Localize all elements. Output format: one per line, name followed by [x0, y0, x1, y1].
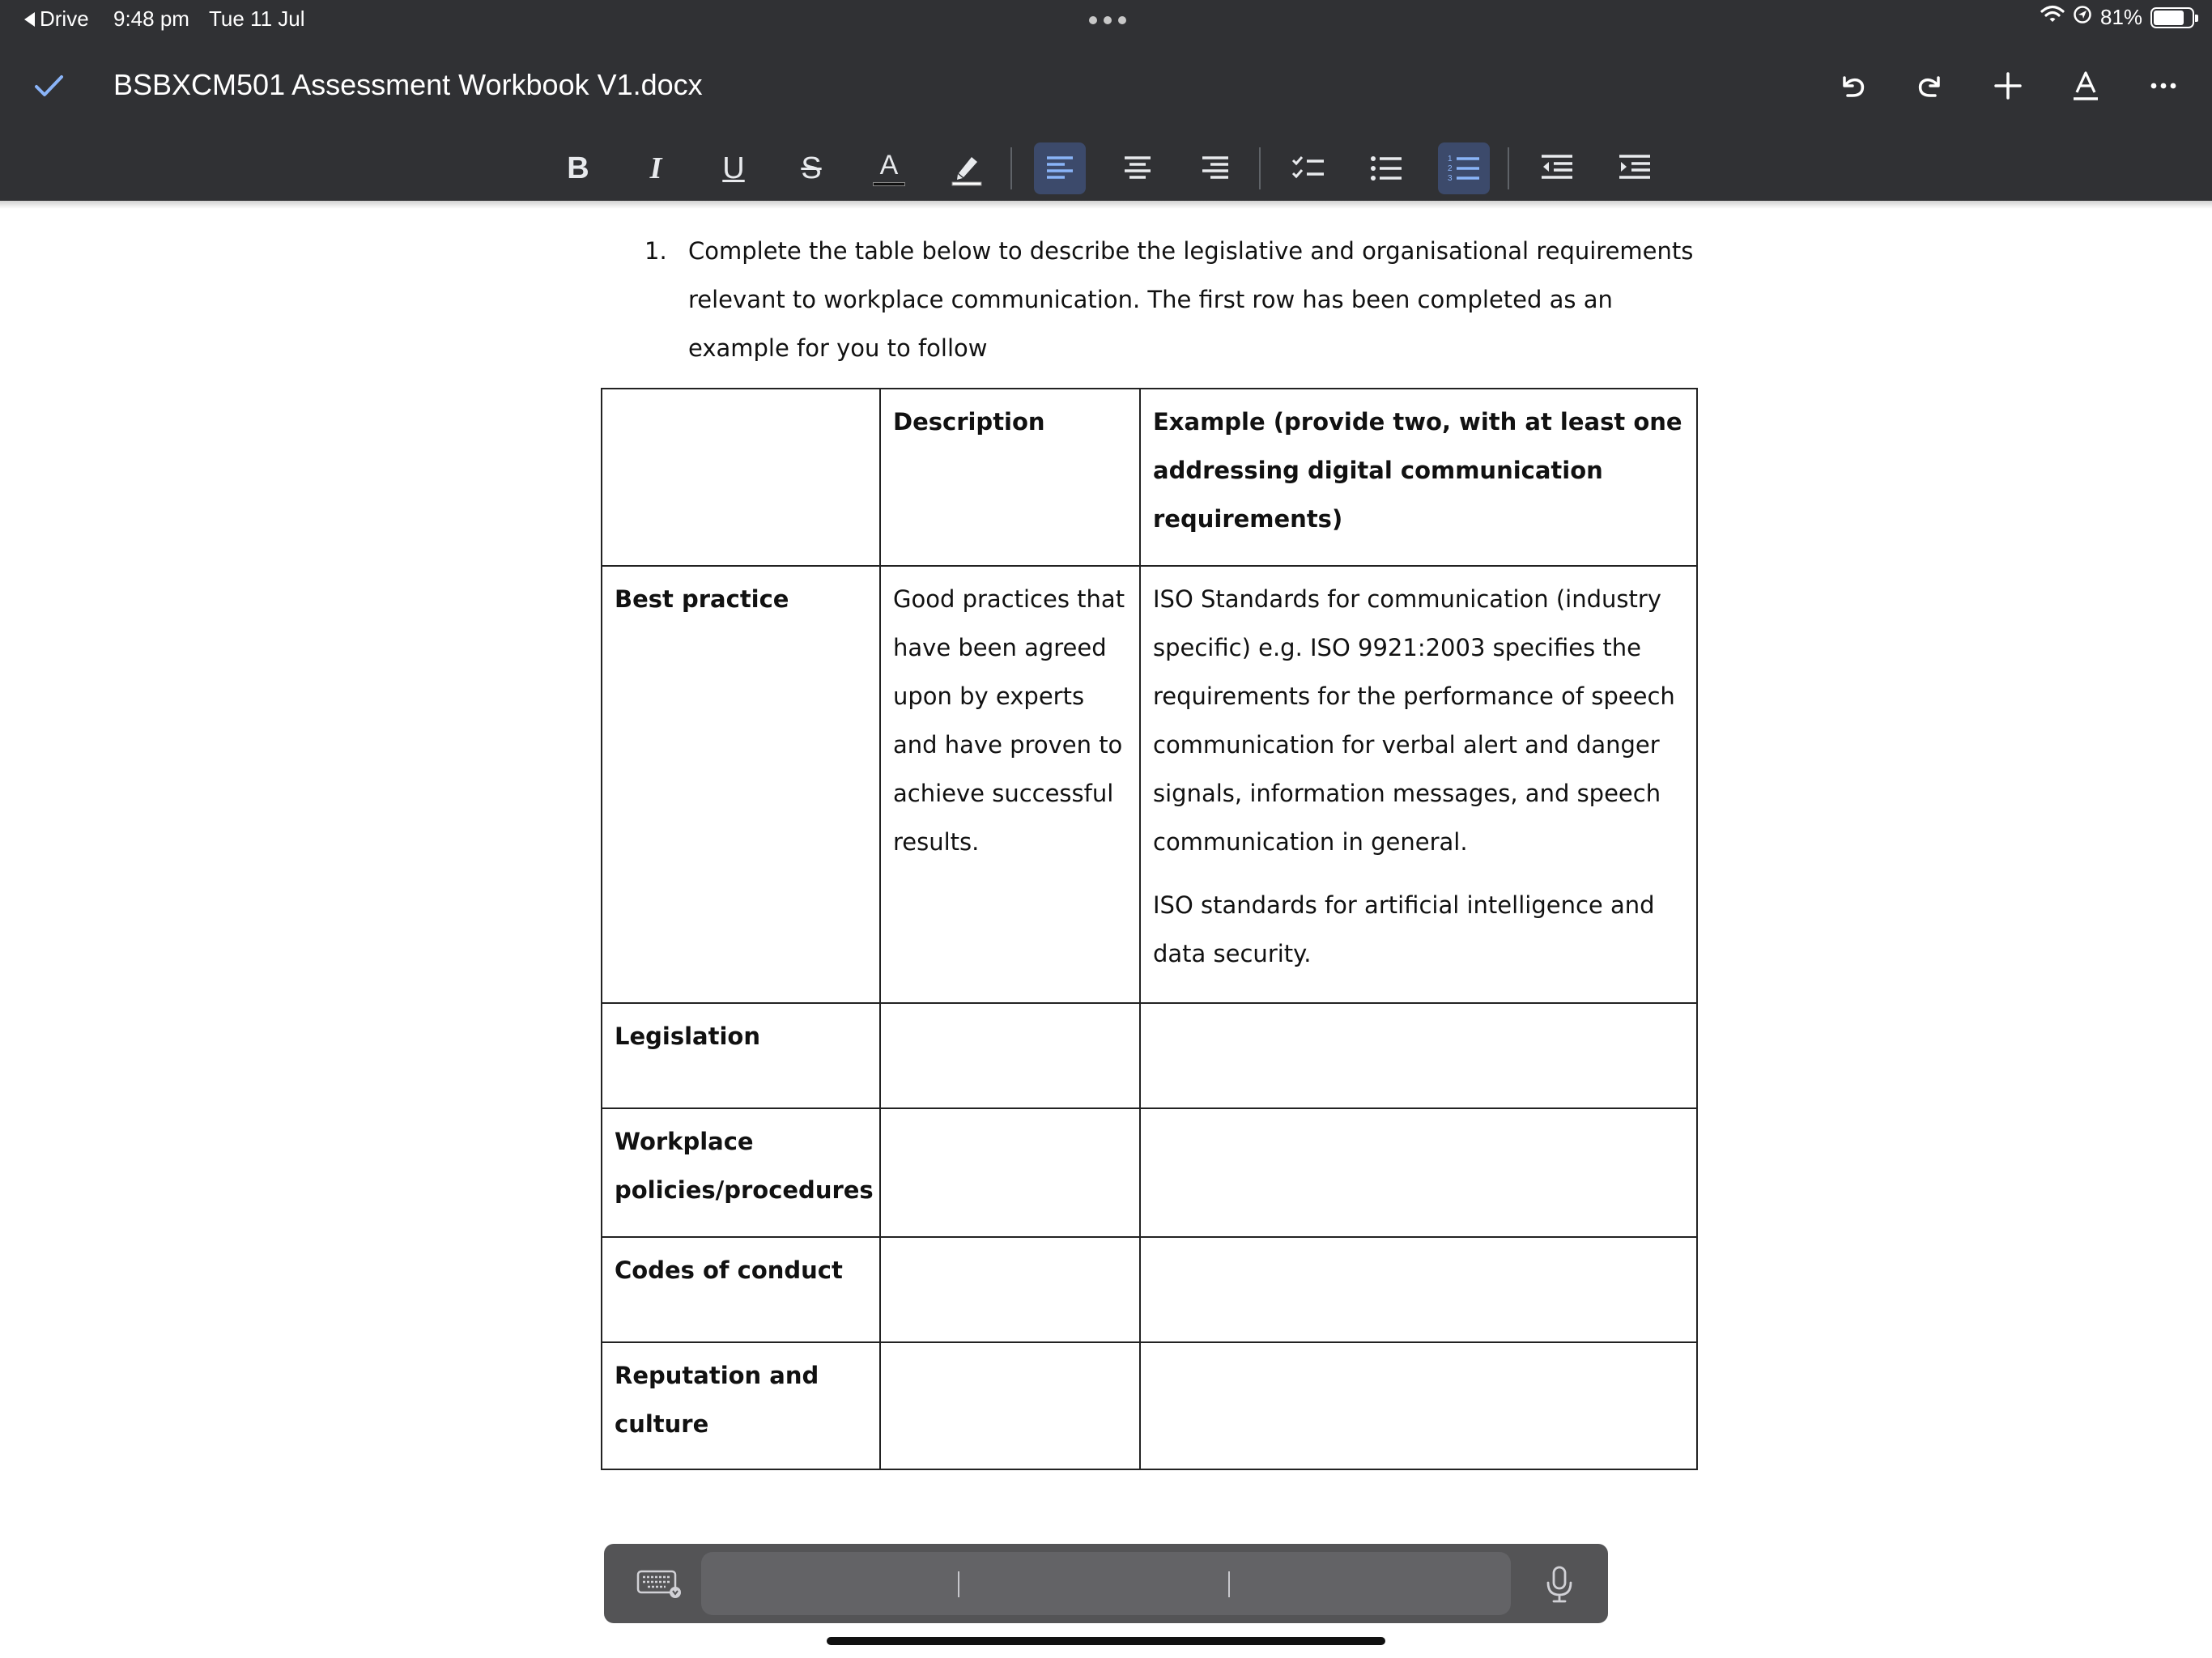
redo-icon[interactable] — [1908, 63, 1953, 108]
increase-indent-button[interactable] — [1609, 142, 1661, 194]
example-cell[interactable] — [1140, 1342, 1697, 1469]
increase-indent-icon — [1617, 152, 1653, 185]
requirements-table — [601, 388, 1698, 1470]
text-format-icon[interactable] — [2063, 63, 2108, 108]
back-triangle-icon — [24, 12, 35, 27]
back-to-app-link[interactable] — [24, 6, 89, 32]
row-label-cell[interactable]: Workplace policies/procedures — [602, 1108, 880, 1237]
underline-label: U — [722, 151, 745, 185]
align-center-icon — [1121, 152, 1154, 185]
highlight-color-button[interactable] — [941, 142, 993, 194]
example-paragraph: ISO Standards for communication (industry specific) e.g. ISO 9921:2003 specifies the requirements for the performance of speech communication for verbal alert and danger signals, information messages, and speech communication in general. — [1153, 585, 1675, 856]
table-row — [602, 566, 1697, 1003]
description-cell[interactable] — [880, 1237, 1140, 1342]
text-color-button[interactable] — [863, 142, 915, 194]
field-divider — [958, 1571, 959, 1597]
question-number: 1. — [644, 237, 667, 265]
decrease-indent-button[interactable] — [1531, 142, 1583, 194]
numbered-list-icon — [1446, 152, 1482, 185]
align-right-button[interactable] — [1189, 142, 1241, 194]
bulleted-list-icon — [1368, 152, 1404, 185]
example-cell[interactable] — [1140, 1108, 1697, 1237]
checklist-icon — [1291, 152, 1326, 185]
underline-button[interactable] — [708, 142, 759, 194]
bold-label: B — [567, 151, 589, 185]
header-shadow — [0, 201, 2212, 209]
home-indicator[interactable] — [827, 1637, 1385, 1645]
description-cell[interactable] — [880, 1342, 1140, 1469]
row-label-cell[interactable]: Legislation — [602, 1003, 880, 1108]
microphone-icon[interactable] — [1543, 1565, 1576, 1604]
back-app-label: Drive — [40, 6, 89, 31]
header-line: requirements) — [1153, 505, 1343, 533]
example-paragraph: ISO standards for artificial intelligence and data security. — [1153, 891, 1655, 967]
location-icon — [2073, 5, 2092, 30]
row-label-cell[interactable]: Best practice — [602, 566, 880, 1003]
keyboard-icon[interactable] — [636, 1570, 682, 1599]
example-cell[interactable] — [1140, 1237, 1697, 1342]
table-header-cell[interactable] — [1140, 389, 1697, 566]
table-header-cell[interactable]: Description — [880, 389, 1140, 566]
highlighter-icon — [947, 149, 986, 188]
question-line: relevant to workplace communication. The first row has been completed as an — [688, 286, 1613, 313]
field-divider — [1228, 1571, 1230, 1597]
battery-percent: 81% — [2100, 5, 2143, 29]
toolbar-divider — [1259, 147, 1261, 189]
header-actions — [1830, 63, 2186, 108]
table-header-cell[interactable] — [602, 389, 880, 566]
italic-label: I — [649, 151, 662, 185]
header-line: Example (provide two, with at least one — [1153, 408, 1682, 436]
example-cell[interactable] — [1140, 1003, 1697, 1108]
example-cell[interactable] — [1140, 566, 1697, 1003]
toolbar-divider — [1508, 147, 1509, 189]
battery-icon — [2150, 7, 2194, 28]
row-label-cell[interactable]: Reputation and culture — [602, 1342, 880, 1469]
text-color-swatch — [873, 182, 905, 186]
table-row — [602, 1237, 1697, 1342]
strikethrough-button[interactable] — [785, 142, 837, 194]
italic-button[interactable] — [630, 142, 682, 194]
svg-text:2: 2 — [1448, 164, 1453, 173]
question-line: example for you to follow — [688, 334, 988, 362]
shortcut-field[interactable] — [701, 1552, 1511, 1615]
wifi-icon — [2040, 5, 2065, 30]
align-center-button[interactable] — [1112, 142, 1163, 194]
table-header-row — [602, 389, 1697, 566]
bulleted-list-button[interactable] — [1360, 142, 1412, 194]
description-cell[interactable] — [880, 1108, 1140, 1237]
app-header — [0, 0, 2212, 201]
row-label-cell[interactable]: Codes of conduct — [602, 1237, 880, 1342]
checklist-button[interactable] — [1283, 142, 1334, 194]
description-cell[interactable] — [880, 1003, 1140, 1108]
done-check-icon[interactable] — [32, 70, 65, 102]
description-cell[interactable]: Good practices that have been agreed upon by experts and have proven to achieve successful results. — [880, 566, 1140, 1003]
document-title[interactable]: BSBXCM501 Assessment Workbook V1.docx — [113, 68, 703, 101]
keyboard-shortcut-bar — [604, 1544, 1608, 1623]
table-row — [602, 1003, 1697, 1108]
strikethrough-label: S — [801, 151, 822, 185]
toolbar-divider — [1010, 147, 1012, 189]
formatting-toolbar — [0, 142, 2212, 194]
numbered-list-button[interactable] — [1438, 142, 1490, 194]
question-text[interactable] — [688, 227, 1694, 372]
text-color-label: A — [879, 149, 899, 181]
align-left-button[interactable] — [1034, 142, 1086, 194]
status-indicators — [2040, 5, 2194, 30]
status-time: 9:48 pm — [113, 6, 189, 31]
align-right-icon — [1199, 152, 1231, 185]
multitasking-dots-icon[interactable] — [1089, 16, 1126, 24]
status-date: Tue 11 Jul — [209, 6, 305, 31]
status-bar — [0, 0, 2212, 39]
more-icon[interactable] — [2141, 63, 2186, 108]
question-line: Complete the table below to describe the legislative and organisational requirements — [688, 237, 1694, 265]
table-row — [602, 1108, 1697, 1237]
decrease-indent-icon — [1539, 152, 1575, 185]
undo-icon[interactable] — [1830, 63, 1875, 108]
header-line: addressing digital communication — [1153, 457, 1603, 484]
battery-level — [2154, 11, 2184, 25]
table-row — [602, 1342, 1697, 1469]
svg-text:3: 3 — [1448, 174, 1453, 183]
insert-plus-icon[interactable] — [1985, 63, 2031, 108]
bold-button[interactable] — [552, 142, 604, 194]
align-left-icon — [1044, 152, 1076, 185]
svg-text:1: 1 — [1448, 155, 1453, 164]
